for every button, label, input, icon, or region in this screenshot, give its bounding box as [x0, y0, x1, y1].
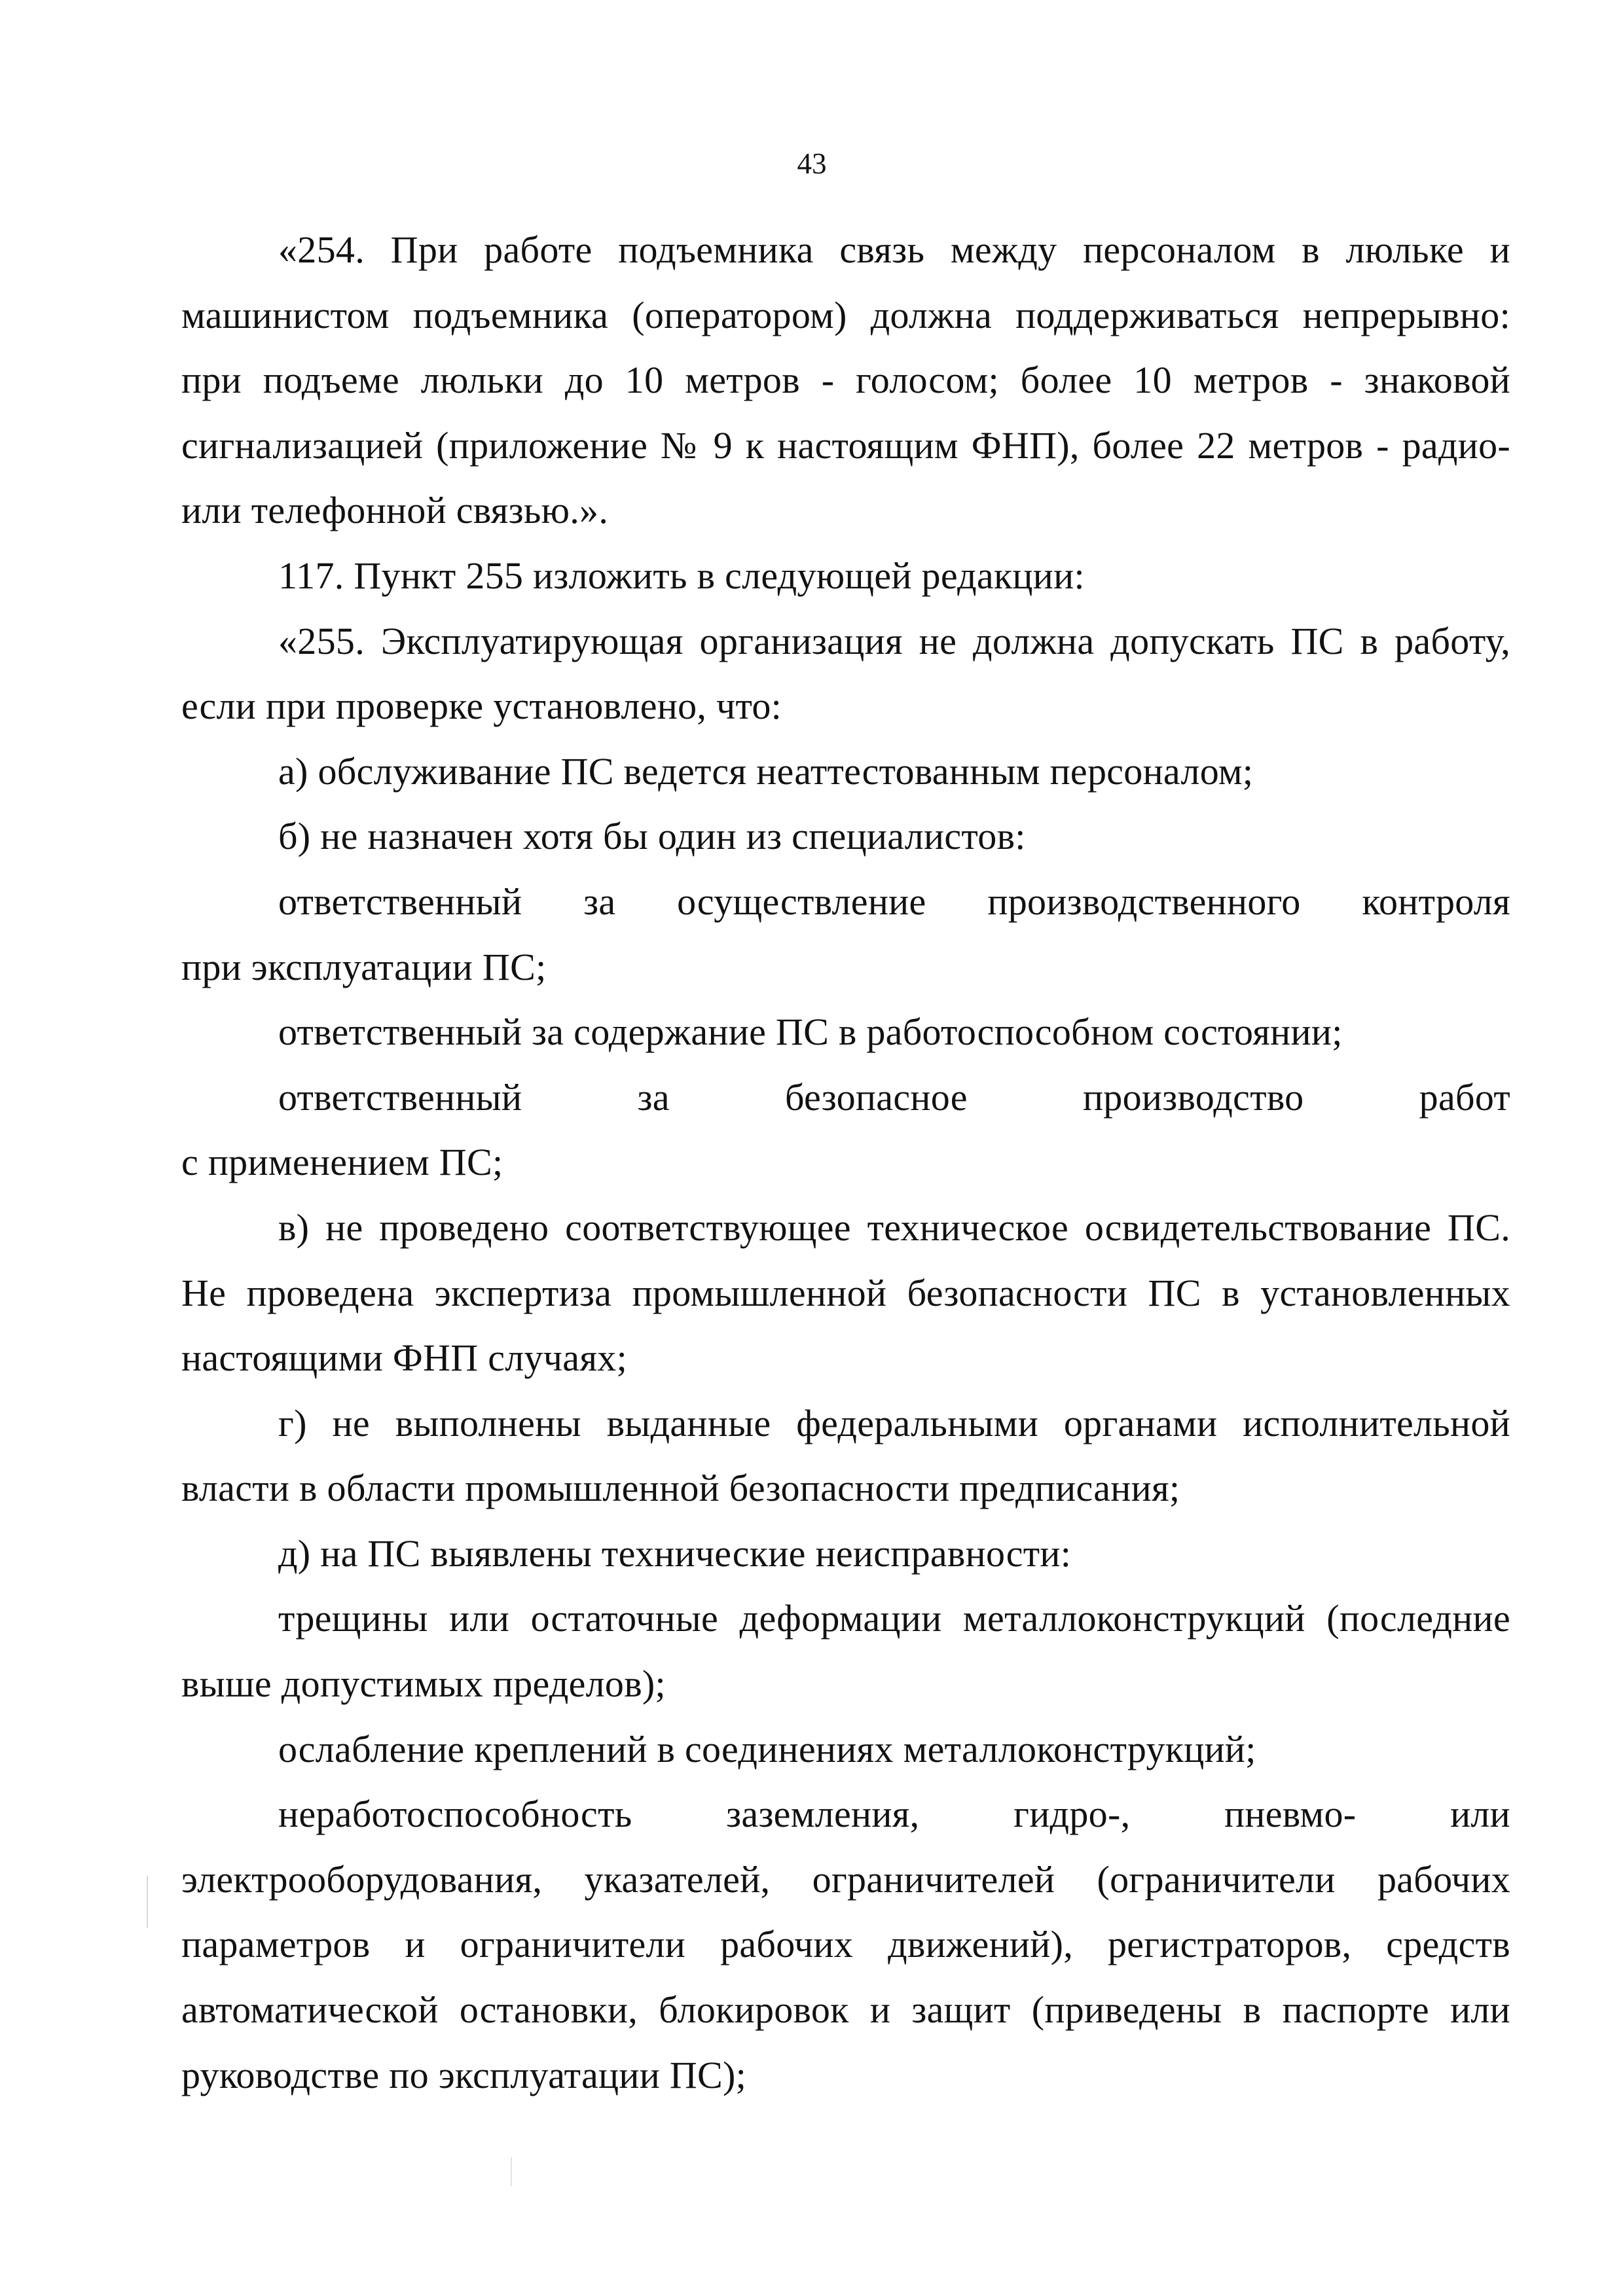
paragraph-defect-fasteners: ослабление креплений в соединениях металлоконструкций;: [278, 1727, 1256, 1770]
paragraph-item-a: а) обслуживание ПС ведется неаттестованным персоналом;: [278, 749, 1254, 793]
page-number: 43: [797, 147, 827, 180]
paragraph-117: 117. Пункт 255 изложить в следующей редакции:: [278, 554, 1085, 597]
paragraph-defect-inoperability-cont: электрооборудования, указателей, ограничителей (ограничители рабочих параметров и ограничители рабочих движений), регистраторов, средств автоматической остановки, блокировок и защит (приведены в паспорте или руководстве по эксплуатации ПС);: [181, 1857, 1510, 2096]
paragraph-specialist-2: ответственный за содержание ПС в работоспособном состоянии;: [278, 1011, 1343, 1054]
paragraph-defect-inoperability: неработоспособность заземления, гидро-, пневмо- или: [278, 1793, 1510, 1836]
scan-artifact: [511, 2157, 512, 2186]
paragraph-item-g: г) не выполнены выданные федеральными органами исполнительной власти в области промышленной безопасности предписания;: [181, 1401, 1510, 1510]
paragraph-specialist-1-cont: при эксплуатации ПС;: [181, 945, 547, 988]
paragraph-item-d: д) на ПС выявлены технические неисправности:: [278, 1532, 1072, 1575]
paragraph-specialist-3-cont: с применением ПС;: [181, 1141, 503, 1184]
document-body: [181, 217, 1510, 2108]
paragraph-255-intro: «255. Эксплуатирующая организация не должна допускать ПС в работу, если при проверке установлено, что:: [181, 619, 1510, 728]
paragraph-item-v: в) не проведено соответствующее техническое освидетельствование ПС. Не проведена экспертиза промышленной безопасности ПС в установленных настоящими ФНП случаях;: [181, 1206, 1510, 1380]
paragraph-254: «254. При работе подъемника связь между персоналом в люльке и машинистом подъемника (оператором) должна поддерживаться непрерывно: при подъеме люльки до 10 метров - голосом; более 10 метров - знаковой сигнализацией (приложение № 9 к настоящим ФНП), более 22 метров - радио- или телефонной связью.».: [181, 228, 1510, 532]
scan-artifact: [147, 1876, 148, 1928]
paragraph-specialist-1: ответственный за осуществление производственного контроля: [278, 880, 1510, 923]
paragraph-specialist-3: ответственный за безопасное производство работ: [278, 1075, 1510, 1119]
paragraph-item-b: б) не назначен хотя бы один из специалистов:: [278, 815, 1026, 858]
paragraph-defect-cracks: трещины или остаточные деформации металлоконструкций (последние выше допустимых пределов);: [181, 1597, 1510, 1706]
